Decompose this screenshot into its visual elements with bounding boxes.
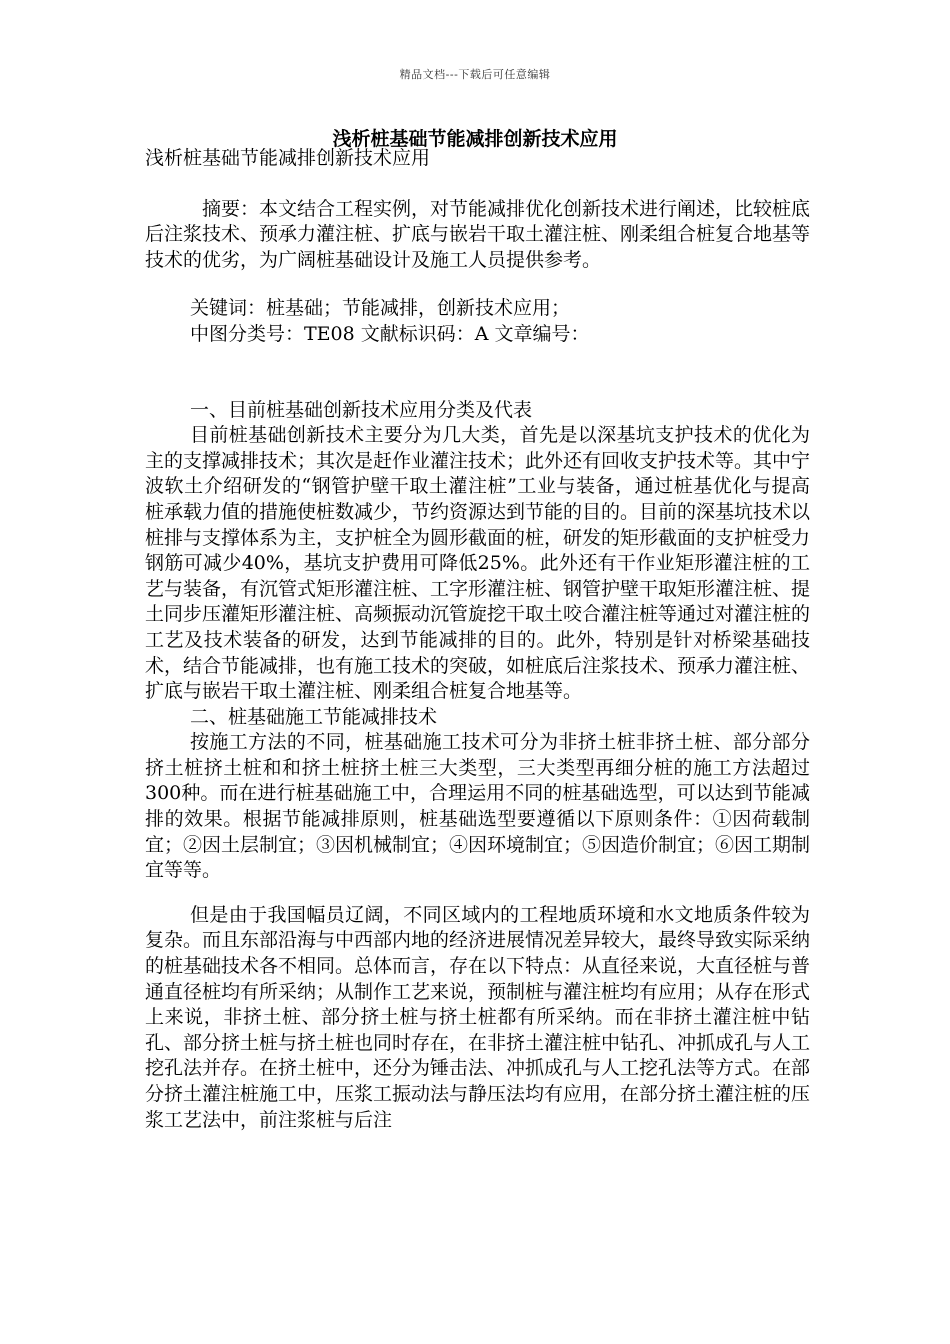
spacer bbox=[145, 348, 810, 398]
section-1-paragraph: 目前桩基础创新技术主要分为几大类，首先是以深基坑支护技术的优化为主的支撑减排技术；其次是赶作业灌注技术；此外还有回收支护技术等。其中宁波软土介绍研发的“钢管护壁干取土灌注桩”工业与装备，通过桩基优化与提高桩承载力值的措施使桩数减少，节约资源达到节能的目的。目前的深基坑技术以桩排与支撑体系为主，支护桩全为圆形截面的桩，研发的矩形截面的支护桩受力钢筋可减少40%，基坑支护费用可降低25%。此外还有干作业矩形灌注桩的工艺与装备，有沉管式矩形灌注桩、工字形灌注桩、钢管护壁干取矩形灌注桩、提土同步压灌矩形灌注桩、高频振动沉管旋挖干取土咬合灌注桩等通过对灌注桩的工艺及技术装备的研发，达到节能减排的目的。此外，特别是针对桥梁基础技术，结合节能减排，也有施工技术的突破，如桩底后注浆技术、预承力灌注桩、扩底与嵌岩干取土灌注桩、刚柔组合桩复合地基等。 bbox=[145, 424, 811, 703]
section-heading-1: 一、目前桩基础创新技术应用分类及代表 bbox=[190, 398, 533, 421]
document-subtitle: 浅析桩基础节能减排创新技术应用 bbox=[145, 147, 431, 169]
section-heading-2: 二、桩基础施工节能减排技术 bbox=[190, 705, 438, 728]
classification-line: 中图分类号：TE08 文献标识码：A 文章编号： bbox=[190, 322, 590, 345]
document-title: 浅析桩基础节能减排创新技术应用 bbox=[332, 128, 618, 150]
abstract-paragraph: 摘要：本文结合工程实例，对节能减排优化创新技术进行阐述，比较桩底后注浆技术、预承力灌注桩、扩底与嵌岩干取土灌注桩、刚柔组合桩复合地基等技术的优劣，为广阔桩基础设计及施工人员提供参考。 bbox=[145, 197, 811, 271]
header-note: 精品文档---下载后可任意编辑 bbox=[399, 68, 551, 81]
keywords-line: 关键词：桩基础；节能减排，创新技术应用； bbox=[190, 297, 571, 320]
section-2-paragraph-1: 按施工方法的不同，桩基础施工技术可分为非挤土桩非挤土桩、部分部分挤土桩挤土桩和和挤土桩挤土桩三大类型，三大类型再细分桩的施工方法超过300种。而在进行桩基础施工中，合理运用不同的桩基础选型，可以达到节能减排的效果。根据节能减排原则，桩基础选型要遵循以下原则条件：①因荷载制宜；②因土层制宜；③因机械制宜；④因环境制宜；⑤因造价制宜；⑥因工期制宜等等。 bbox=[145, 731, 811, 882]
spacer bbox=[145, 273, 810, 296]
spacer bbox=[145, 172, 810, 197]
section-2-paragraph-2: 但是由于我国幅员辽阔，不同区域内的工程地质环境和水文地质条件较为复杂。而且东部沿海与中西部内地的经济进展情况差异较大，最终导致实际采纳的桩基础技术各不相同。总体而言，存在以下特点：从直径来说，大直径桩与普通直径桩均有所采纳；从制作工艺来说，预制桩与灌注桩均有应用；从存在形式上来说，非挤土桩、部分挤土桩与挤土桩都有所采纳。而在非挤土灌注桩中钻孔、部分挤土桩与挤土桩也同时存在，在非挤土灌注桩中钻孔、冲抓成孔与人工挖孔法并存。在挤土桩中，还分为锤击法、冲抓成孔与人工挖孔法等方式。在部分挤土灌注桩施工中，压浆工振动法与静压法均有应用，在部分挤土灌注桩的压浆工艺法中，前注浆桩与后注 bbox=[145, 903, 811, 1131]
document-body bbox=[145, 146, 810, 1133]
spacer bbox=[145, 884, 810, 903]
